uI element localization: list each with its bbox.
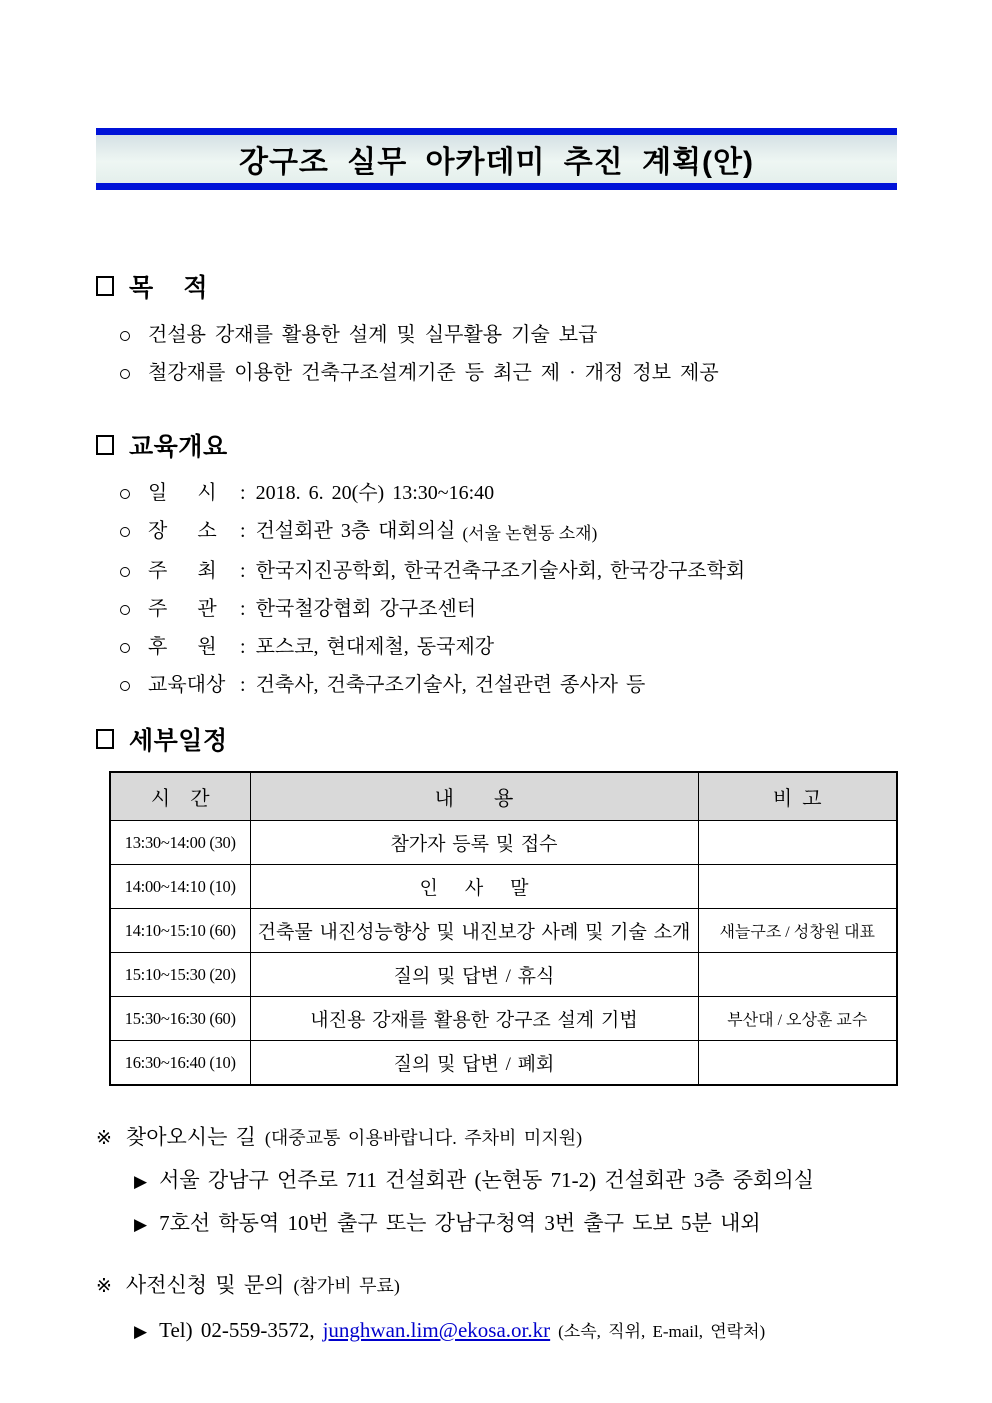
table-row: [110, 1041, 897, 1086]
square-marker-icon: [96, 729, 114, 749]
directions-title-note: (대중교통 이용바랍니다. 주차비 미지원): [264, 1128, 583, 1148]
section-heading-overview: [96, 427, 897, 463]
directions-item: [134, 1165, 897, 1197]
page-title: 강구조 실무 아카데미 추진 계획(안): [238, 146, 755, 179]
table-row: [110, 997, 897, 1041]
colon-separator: :: [240, 482, 246, 504]
overview-note: (서울 논현동 소재): [462, 524, 598, 543]
schedule-cell-content: 질의 및 답변 / 휴식: [250, 953, 698, 997]
overview-label: 장 소: [148, 520, 217, 542]
overview-label: 주 최: [148, 560, 217, 582]
circle-bullet-icon: [120, 331, 130, 341]
colon-separator: :: [240, 674, 246, 696]
contact-title: 사전신청 및 문의: [125, 1273, 285, 1297]
list-item: [116, 322, 897, 349]
contact-note: [96, 1270, 897, 1302]
overview-value: 건설회관 3층 대회의실: [255, 520, 456, 542]
circle-bullet-icon: [120, 369, 130, 379]
circle-bullet-icon: [120, 527, 130, 537]
banner-body: [96, 135, 897, 183]
overview-list: [96, 480, 897, 699]
column-header-remark: 비 고: [698, 772, 897, 821]
circle-bullet-icon: [120, 567, 130, 577]
directions-item-text: 서울 강남구 언주로 711 건설회관 (논현동 71-2) 건설회관 3층 중회의실: [159, 1168, 814, 1192]
schedule-cell-time: 15:10~15:30 (20): [110, 953, 250, 997]
list-item: [116, 360, 897, 387]
contact-title-note: (참가비 무료): [293, 1276, 400, 1296]
square-marker-icon: [96, 435, 114, 455]
colon-separator: :: [240, 560, 246, 582]
overview-value: 한국지진공학회, 한국건축구조기술사회, 한국강구조학회: [255, 560, 746, 582]
circle-bullet-icon: [120, 643, 130, 653]
purpose-list: [96, 322, 897, 387]
colon-separator: :: [240, 636, 246, 658]
arrow-bullet-icon: ▶: [134, 1172, 148, 1191]
banner-bottom-bar: [96, 183, 897, 190]
arrow-bullet-icon: ▶: [134, 1215, 148, 1234]
schedule-cell-remark: [698, 1041, 897, 1086]
overview-value: 2018. 6. 20(수) 13:30~16:40: [255, 482, 495, 504]
table-header-row: [110, 772, 897, 821]
schedule-cell-remark: 새늘구조 / 성창원 대표: [698, 909, 897, 953]
table-row: [110, 865, 897, 909]
square-marker-icon: [96, 276, 114, 296]
colon-separator: :: [240, 520, 246, 542]
column-header-content: 내 용: [250, 772, 698, 821]
directions-item: [134, 1208, 897, 1240]
schedule-cell-time: 16:30~16:40 (10): [110, 1041, 250, 1086]
reference-mark-icon: ※: [96, 1128, 112, 1149]
overview-label: 후 원: [148, 636, 217, 658]
table-row: [110, 953, 897, 997]
schedule-cell-time: 13:30~14:00 (30): [110, 821, 250, 865]
reference-mark-icon: ※: [96, 1276, 112, 1297]
list-item: [116, 558, 897, 585]
circle-bullet-icon: [120, 605, 130, 615]
schedule-table: [109, 771, 898, 1086]
column-header-time: 시 간: [110, 772, 250, 821]
overview-label: 주 관: [148, 598, 217, 620]
schedule-cell-content: 참가자 등록 및 접수: [250, 821, 698, 865]
schedule-cell-remark: [698, 953, 897, 997]
contact-fields-note: (소속, 직위, E-mail, 연락처): [558, 1322, 766, 1341]
schedule-cell-time: 15:30~16:30 (60): [110, 997, 250, 1041]
schedule-cell-content: 내진용 강재를 활용한 강구조 설계 기법: [250, 997, 698, 1041]
arrow-bullet-icon: ▶: [134, 1322, 148, 1341]
circle-bullet-icon: [120, 681, 130, 691]
overview-label: 일 시: [148, 482, 217, 504]
section-heading-purpose: [96, 268, 897, 304]
phone-number: Tel) 02-559-3572,: [159, 1318, 315, 1342]
circle-bullet-icon: [120, 489, 130, 499]
purpose-bullet-text: 건설용 강재를 활용한 설계 및 실무활용 기술 보급: [148, 324, 598, 346]
email-link[interactable]: junghwan.lim@ekosa.or.kr: [322, 1318, 551, 1342]
schedule-cell-time: 14:00~14:10 (10): [110, 865, 250, 909]
list-item: [116, 480, 897, 507]
section-heading-purpose-label: 목 적: [129, 274, 209, 302]
purpose-bullet-text: 철강재를 이용한 건축구조설계기준 등 최근 제 · 개정 정보 제공: [148, 362, 719, 384]
table-row: [110, 821, 897, 865]
schedule-cell-time: 14:10~15:10 (60): [110, 909, 250, 953]
directions-title: 찾아오시는 길: [125, 1125, 256, 1149]
section-heading-schedule-label: 세부일정: [129, 727, 228, 755]
colon-separator: :: [240, 598, 246, 620]
banner-top-bar: [96, 128, 897, 135]
overview-value: 한국철강협회 강구조센터: [255, 598, 477, 620]
table-row: [110, 909, 897, 953]
list-item: [116, 596, 897, 623]
contact-line: [134, 1315, 897, 1347]
schedule-cell-remark: 부산대 / 오상훈 교수: [698, 997, 897, 1041]
schedule-cell-remark: [698, 865, 897, 909]
schedule-cell-content: 건축물 내진성능향상 및 내진보강 사례 및 기술 소개: [250, 909, 698, 953]
list-item: [116, 518, 897, 547]
section-heading-overview-label: 교육개요: [129, 433, 228, 461]
schedule-cell-remark: [698, 821, 897, 865]
section-heading-schedule: [96, 721, 897, 757]
title-banner: [96, 128, 897, 190]
directions-note: [96, 1122, 897, 1154]
overview-value: 건축사, 건축구조기술사, 건설관련 종사자 등: [255, 674, 646, 696]
list-item: [116, 672, 897, 699]
overview-label: 교육대상: [148, 674, 226, 696]
directions-item-text: 7호선 학동역 10번 출구 또는 강남구청역 3번 출구 도보 5분 내외: [159, 1211, 761, 1235]
list-item: [116, 634, 897, 661]
schedule-cell-content: 질의 및 답변 / 폐회: [250, 1041, 698, 1086]
schedule-cell-content: 인 사 말: [250, 865, 698, 909]
overview-value: 포스코, 현대제철, 동국제강: [255, 636, 495, 658]
